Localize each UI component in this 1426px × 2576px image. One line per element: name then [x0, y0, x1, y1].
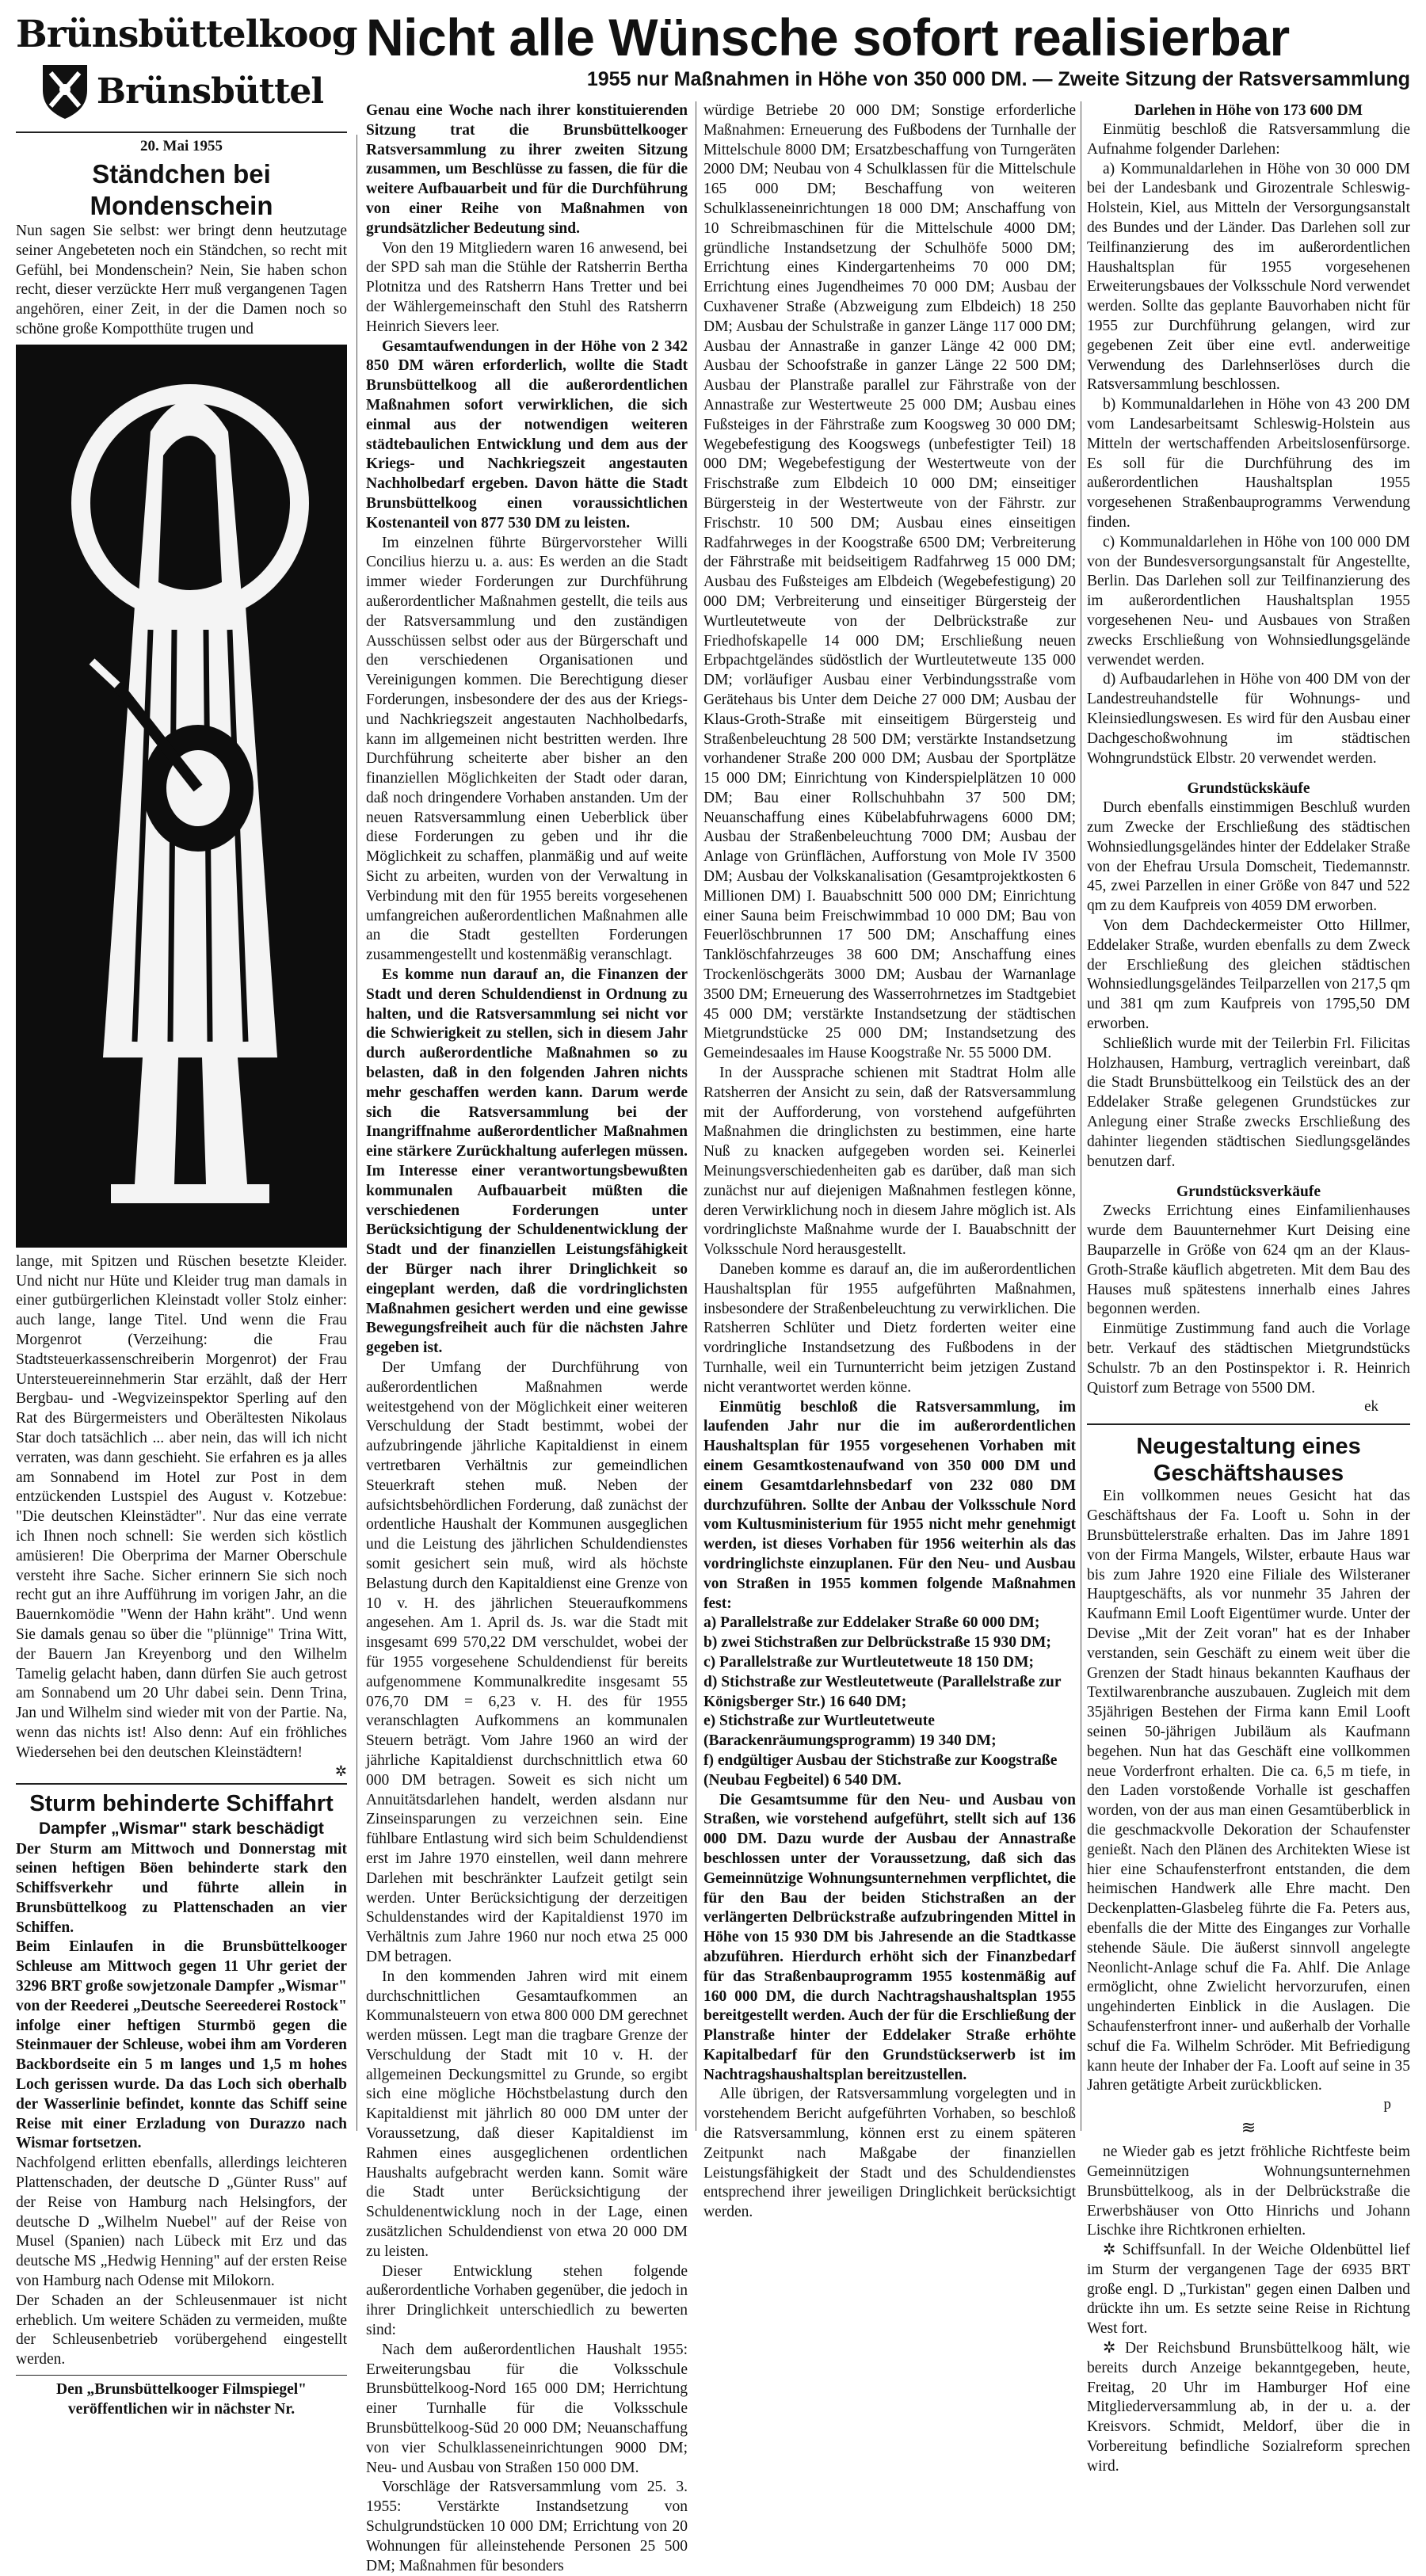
- lead-headline: Nicht alle Wünsche sofort realisierbar: [366, 8, 1290, 67]
- darlehen-headline: Darlehen in Höhe von 173 600 DM: [1134, 102, 1363, 119]
- darlehen-c: c) Kommunaldarlehen in Höhe von 100 000 DM von der Bundesversorgungsanstalt für Angestellte, Berlin. Das Darlehen soll zur Teilfinanzierung des im außerordentlichen Haushaltsplan 1955 vorgesehenen Neu- und Ausbaues von Straßen zwecks Erschließung von Wohnsiedlungsgelände verwendet werden.: [1087, 533, 1410, 669]
- staendchen-paragraph-2: lange, mit Spitzen und Rüschen besetzte Kleider. Und nicht nur Hüte und Kleider trug man damals in einer gutbürgerlichen Kleinstadt voller Stolz einher: auch lange, lange Titel. Und wenn die Frau Morgenrot (Verzeihung: die Frau Stadtsteuerkassenschreiberin Morgenrot) der Frau Untersteuereinnehmerin Star erzählt, daß der Herr Bergbau- und -Wegvizeinspektor Sperling auf den Rat des Bürgermeisters und Oberältesten Nikolaus Star doch tatsächlich ... aber nein, das will ich nicht verraten, was dann geschieht. Sie erfahren es ja alles am Sonnabend im Hotel zur Post in dem entzückenden Lustspiel des August v. Kotzebue: "Die deutschen Kleinstädter". Nur das eine verrate ich Ihnen noch schnell: Sie werden sich köstlich amüsieren! Die Oberprima der Marner Oberschule versteht ihre Sache. Sicher erinnern Sie sich noch recht gut an ihre Aufführung im vorigen Jahr, an die Bauernkomödie "Wenn der Hahn kräht". Und wenn Sie damals genau so über die "plünnige" Trina Witt, der Bauern Jan Kreyenborg und den Wilhelm Tamelig gelacht haben, dann dürfen Sie auch getrost am Sonnabend um 20 Uhr dabei sein. Denn Trina, Jan und Wilhelm sind wieder mit von der Partie. Na, wenn das nichts ist! Also denn: Auf ein fröhliches Wiedersehen bei den deutschen Kleinstädtern!: [16, 1252, 347, 1761]
- coat-of-arms-icon: [40, 62, 90, 120]
- sturm-subhead: Dampfer „Wismar" stark beschädigt: [39, 1819, 324, 1838]
- section-ornament-icon: ≋: [1241, 2118, 1256, 2139]
- lead-col1-bold2: Gesamtaufwendungen in der Höhe von 2 342 850 DM wären erforderlich, wollte die Stadt Brunsbüttelkoog all die außerordentlichen Maßnahmen sofort verwirklichen, die sich einmal aus der notwendigen weiteren städtebaulichen Entwicklung und dem aus der Kriegs- und Nachkriegszeit angestauten Nachholbedarf ergeben. Davon hätte die Stadt Brunsbüttelkoog einen voraussichtlichen Kostenanteil von 877 530 DM zu leisten.: [366, 337, 688, 532]
- lead-intro: Genau eine Woche nach ihrer konstituierenden Sitzung trat die Brunsbüttelkooger Ratsversammlung zu ihrer zweiten Sitzung zusammen, um Beschlüsse zu fassen, die für die weitere Aufbauarbeit und für die Durchführung von einer Reihe von Maßnahmen von grundsätzlicher Bedeutung sind.: [366, 102, 688, 237]
- staendchen-paragraph-1: Nun sagen Sie selbst: wer bringt denn heutzutage seiner Angebeteten noch ein Ständchen, so recht mit Gefühl, bei Mondenschein? Nein, Sie haben schon recht, dieser verzückte Herr muß vergangenen Tagen angehören, einer Zeit, in der die Damen noch so schöne große Kompotthüte trugen und: [16, 223, 347, 337]
- right-rule-1: [1087, 1423, 1410, 1425]
- sturm-paragraph-2: Beim Einlaufen in die Brunsbüttelkooger Schleuse am Mittwoch gegen 11 Uhr geriet der 3296 BRT große sowjetzonale Dampfer „Wismar" von der Reederei „Deutsche Seereederei Rostock" infolge einer heftigen Sturmbö gegen die Steinmauer der Schleuse, wobei ihm am Vorderen Backbordseite ein 5 m langes und 1,5 m hohes Loch gerissen wurde. Da das Loch sich oberhalb der Wasserlinie befindet, konnte das Schiff seine Reise mit einer Erzladung von Durazzo nach Wismar fortsetzen.: [16, 1938, 347, 2152]
- column-rule-1: [356, 135, 357, 2131]
- staendchen-headline: Ständchen bei Mondenschein: [90, 159, 273, 220]
- darlehen-a: a) Kommunaldarlehen in Höhe von 30 000 DM bei der Landesbank und Girozentrale Schleswig-Holstein, Kiel, aus Mitteln der Versorgungsanstalt des Bundes und der Länder. Das Darlehen soll zur Teilfinanzierung des im außerordentlichen Haushaltsplan für 1955 vorgesehenen Erweiterungsbaues der Volksschule Nord verwendet werden. Sollte das geplante Bauvorhaben nicht für 1955 zur Durchführung gelangen, wird zur gegebenen Zeit über eine evtl. anderweitige Verwendung des Darlehnserlöses durch die Ratsversammlung beschlossen.: [1087, 160, 1410, 394]
- lead-col2-p3: Daneben komme es darauf an, die im außerordentlichen Haushaltsplan für 1955 aufgeführten Maßnahmen, insbesondere der Straßenbeleuchtung zu verwirklichen. Die Ratsherren Schlüter und Dietz forderten weiter eine vordringliche Instandsetzung des Fußbodens in der Turnhalle, weil ein Turnunterricht beim jetzigen Zustand nicht verantwortet werden könne.: [703, 1261, 1076, 1396]
- serenade-woodcut-illustration: [16, 345, 347, 1248]
- verkaeufe-headline: Grundstücksverkäufe: [1176, 1183, 1321, 1201]
- section-divider-icon: ✲: [334, 1762, 347, 1780]
- sturm-bottom-rule: [16, 2375, 347, 2376]
- lead-col1-p1: Von den 19 Mitgliedern waren 16 anwesend, bei der SPD sah man die Stühle der Ratsherrin Bertha Plotnitza und des Ratsherrn Hans Tretter und bei der Wählergemeinschaft den Stuhl des Ratsherrn Heinrich Sievers leer.: [366, 239, 688, 335]
- lead-col1-p9: Vorschläge der Ratsversammlung vom 25. 3. 1955: Verstärkte Instandsetzung von Schulgrundstücken 10 000 DM; Errichtung von 20 Wohnungen für alleinstehende Personen 25 500 DM; Maßnahmen für besonders: [366, 2479, 688, 2574]
- note-ornament-icon: ✲: [1103, 2242, 1123, 2259]
- darlehen-b: b) Kommunaldarlehen in Höhe von 43 200 DM vom Landesarbeitsamt Schleswig-Holstein aus Mitteln der wertschaffenden Arbeitslosenfürsorge. Es soll für die Durchführung des im außerordentlichen Haushaltsplan 1955 vorgesehenen Straßenbauprogramms Verwendung finden.: [1087, 396, 1410, 531]
- sturm-paragraph-4: Der Schaden an der Schleusenmauer ist nicht erheblich. Um weitere Schäden zu vermeiden, mußte der Schleusenbetrieb vorübergehend eingestellt werden.: [16, 2292, 347, 2368]
- note-reichsbund-text: Der Reichsbund Brunsbüttelkoog hält, wie bereits durch Anzeige bekanntgegeben, heute, Freitag, 20 Uhr im Hamburger Hof eine Mitgliederversammlung ab, in der u. a. der Kreisvors. Schmidt, Meldorf, über die in Vorbereitung befindliche Sozialreform sprechen wird.: [1087, 2340, 1411, 2475]
- lead-col1-p5: Der Umfang der Durchführung von außerordentlichen Maßnahmen werde weitestgehend von der Möglichkeit einer weiteren Verschuldung der Stadt bestimmt, wobei der aufzubringende jährliche Kapitaldienst in einem vertretbaren Verhältnis zur gemeindlichen Steuerkraft stehen muß. Neben der aufsichtsbehördlichen Forderung, daß zunächst der ordentliche Haushalt der Kommunen ausgeglichen und die Leistung des jährlichen Schuldendienstes somit gesichert sein muß, wird als höchste Belastung durch den Kapitaldienst eine Grenze von 10 v. H. des jährlichen Steueraufkommens angesehen. Am 1. April ds. Js. war die Stadt mit insgesamt 699 570,22 DM verschuldet, wobei der für 1955 vorgesehene Schuldendienst für bereits aufgenommene Kommunalkredite insgesamt 55 076,70 DM = 6,23 v. H. des für 1955 veranschlagten Aufkommens an kommunalen Steuern beträgt. Vom Jahre 1960 an wird der jährliche Kapitaldienst durchschnittlich etwa 60 000 DM betragen. Soweit es sich nicht um Annuitätsdarlehen handelt, werden alsdann nur Zinseinsparungen zu verzeichnen sein. Eine fühlbare Entlastung wird sich beim Schuldendienst erst im Jahre 1970 einstellen, weil dann mehrere Darlehen mit beschränkter Laufzeit getilgt sein werden. Unter Berücksichtigung der derzeitigen Schuldenstandes wird der Kapitaldienst 1970 im Verhältnis zum Jahre 1960 nur noch etwa 25 000 DM betragen.: [366, 1359, 688, 1965]
- kaeufe-p2: Von dem Dachdeckermeister Otto Hillmer, Eddelaker Straße, wurden ebenfalls zu dem Zweck der Erschließung des gleichen städtischen Wohnsiedlungsgeländes Teilparzellen von 217,5 qm und 381 qm zum Kaufpreis von 1795,50 DM erworben.: [1087, 917, 1410, 1033]
- masthead: [16, 11, 357, 130]
- note-schiffsunfall: [1087, 2241, 1410, 2339]
- kaeufe-headline: Grundstückskäufe: [1187, 780, 1310, 798]
- lead-header: [366, 8, 1410, 97]
- lead-col1-p8: Nach dem außerordentlichen Haushalt 1955: Erweiterungsbau für die Volksschule Brunsbüttelkoog-Nord 165 000 DM; Herrichtung einer Turnhalle für die Volksschule Brunsbüttelkoog-Süd 20 000 DM; Neuanschaffung von vier Schulklasseneinrichtungen 9000 DM; Neu- und Ausbau von Straßen 150 000 DM.: [366, 2341, 688, 2476]
- darlehen-d: d) Aufbaudarlehen in Höhe von 400 DM von der Landestreuhandstelle für Wohnungs- und Kleinsiedlungswesen. Es wird für den Ausbau einer Dachgeschoßwohnung im städtischen Wohngrundstück Elbstr. 20 verwendet werden.: [1087, 671, 1410, 767]
- verkaeufe-p1: Zwecks Errichtung eines Einfamilienhauses wurde dem Bauunternehmer Kurt Deising eine Bauparzelle in Größe von 624 qm an der Klaus-Groth-Straße käuflich abgetreten. Mit dem Bau des Hauses muß spätestens innerhalb eines Jahres begonnen werden.: [1087, 1202, 1410, 1318]
- kaeufe-p1: Durch ebenfalls einstimmigen Beschluß wurden zum Zwecke der Erschließung des städtischen Wohnsiedlungsgeländes hinter der Eddelaker Straße von der Ehefrau Ursula Domscheit, Tiedemannstr. 45, zwei Parzellen in einer Größe von 847 und 522 qm zu dem Kaufpreis von 4059 DM erworben.: [1087, 799, 1410, 915]
- lead-col1-p6: In den kommenden Jahren wird mit einem durchschnittlichen Gesamtaufkommen an Kommunalsteuern von etwa 800 000 DM gerechnet werden müssen. Legt man die tragbare Grenze der Verschuldung der Stadt mit 10 v. H. der allgemeinen Deckungsmittel zu Grunde, so ergibt sich eine mögliche Höchstbelastung durch den Kapitaldienst mit jährlich 80 000 DM unter der Voraussetzung, daß dieser Kapitaldienst im Rahmen eines ausgeglichenen ordentlichen Haushalts aufgebracht werden kann. Somit wäre die Stadt unter Berücksichtigung der Schuldenentwicklung noch in der Lage, einen zusätzlichen Schuldendienst von etwa 20 000 DM zu leisten.: [366, 1968, 688, 2260]
- sturm-paragraph-3: Nachfolgend erlitten ebenfalls, allerdings leichteren Plattenschaden, der deutsche D „Günter Russ" auf der Reise von Hamburg nach Helsingfors, der deutsche D „Wilhelm Nuebel" auf der Reise von Musel (Spanien) nach Lübeck mit Erz und das deutsche MS „Hedwig Henning" auf der ersten Reise von Hamburg nach Odense mit Milokorn.: [16, 2155, 347, 2290]
- staendchen-column: [16, 135, 347, 2418]
- verkaeufe-signature: ek: [1364, 1398, 1378, 1416]
- staendchen-bottom-rule: [16, 1783, 347, 1785]
- right-column: [1087, 101, 1411, 2475]
- lead-col2-bold4: Einmütig beschloß die Ratsversammlung, im laufenden Jahr nur die im außerordentlichen Haushaltsplan für 1955 vorgesehenen Vorhaben mit einem Gesamtkostenaufwand von 350 000 DM und einem Gesamtdarlehnsbedarf von 232 080 DM durchzuführen. Sollte der Anbau der Volksschule Nord vom Kultusministerium für 1955 nicht mehr genehmigt werden, ist dieses Vorhaben für 1956 weiterhin als das vordringlichste einzuplanen. Für den Neu- und Ausbau von Straßen in 1955 kommen folgende Maßnahmen fest:: [703, 1398, 1076, 1612]
- masthead-rule: [16, 131, 347, 133]
- sturm-paragraph-1: Der Sturm am Mittwoch und Donnerstag mit seinen heftigen Böen behinderte stark den Schiffsverkehr und führte allein in Brunsbüttelkoog zu Plattenschaden an vier Schiffen.: [16, 1840, 347, 1936]
- looft-headline: Neugestaltung eines Geschäftshauses: [1136, 1434, 1361, 1487]
- verkaeufe-p2: Einmütige Zustimmung fand auch die Vorlage betr. Verkauf des städtischen Mietgrundstücks Schulstr. 7b an den Postinspektor i. R. Heinrich Quistorf zum Betrage von 5500 DM.: [1087, 1320, 1410, 1397]
- lead-col1-p7: Dieser Entwicklung stehen folgende außerordentliche Vorhaben gegenüber, die jedoch in ihrer Dringlichkeit unterschiedlich zu bewerten sind:: [366, 2262, 688, 2339]
- looft-p1: Ein vollkommen neues Gesicht hat das Geschäftshaus der Fa. Looft u. Sohn in der Brunsbüttelerstraße erhalten. Das im Jahre 1891 von der Firma Mangels, Wilster, erbaute Haus war bis zum Jahre 1920 eine Filiale des Wilsteraner Hauptgeschäfts, als vor nunmehr 35 Jahren der Kaufmann Emil Looft Eigentümer wurde. Unter der Devise „Mit der Zeit voran" hat es der Inhaber verstanden, sein Geschäft zu einem weit über die Grenzen der Stadt hinaus bekannten Kaufhaus der Textilwarenbranche auszubauen. Zugleich mit dem 35jährigen Bestehen der Firma kann Emil Looft seinen 50-jährigen Jubiläum als Kaufmann begehen. Nun hat das Geschäft eine vollkommen neue Vorderfront erhalten. Die ca. 6,5 m tiefe, in den Laden vorstoßende Vorhalle ist geschaffen worden, von der aus man einen Gesamtüberblick in die geschmackvolle Dekoration der Schaufenster genießt. Nach den Plänen des Architekten Wiese ist hier eine Schaufensterfront entstanden, die dem heimischen Handwerk alle Ehre macht. Den Deckenplatten-Glasbeleg führte die Fa. Peters aus, ebenfalls die der Mitte des Einganges zur Vorhalle stehende Säule. Die äußerst sinnvoll angelegte Neonlicht-Anlage schuf die Fa. Ahlf. Die Anlage ermöglicht, ohne Zwielicht hervorzurufen, einen ungehinderten Einblick in die Auslagen. Die Schaufensterfront inner- und außerhalb der Vorhalle schuf die Fa. Wilhelm Schröder. Mit Befriedigung kann heute der Inhaber der Fa. Looft auf seine in 35 Jahren getätigte Arbeit zurückblicken.: [1087, 1488, 1410, 2094]
- lead-col2-p6: Alle übrigen, der Ratsversammlung vorgelegten und in vorstehendem Bericht aufgeführten Vorhaben, so beschloß die Ratsversammlung, können erst zu einem späteren Zeitpunkt nach Maßgabe der finanziellen Leistungsfähigkeit der Stadt und des Schuldendienstes entsprechend ihrer jeweiligen Dringlichkeit berücksichtigt werden.: [703, 2086, 1076, 2221]
- masthead-line2: Brünsbüttel: [96, 70, 324, 112]
- sturm-headline: Sturm behinderte Schiffahrt: [29, 1790, 334, 1816]
- darlehen-p1: Einmütig beschloß die Ratsversammlung die Aufnahme folgender Darlehen:: [1087, 121, 1410, 158]
- lead-subhead: 1955 nur Maßnahmen in Höhe von 350 000 DM. — Zweite Sitzung der Ratsversammlung: [586, 68, 1410, 90]
- lead-col1-p3: Im einzelnen führte Bürgervorsteher Willi Concilius hierzu u. a. aus: Es werden an die Stadt immer wieder Forderungen zur Durchführung außerordentlicher Maßnahmen gestellt, die teils aus der Ratsversammlung und den zuständigen Ausschüssen selbst oder aus der Bürgerschaft und den verschiedenen Organisationen und Vereinigungen kommen. Die Berechtigung dieser Forderungen, insbesondere der des aus der Kriegs- und Nachkriegszeit angestauten Nachholbedarfs, kann im allgemeinen nicht bestritten werden. Ihre Durchführung scheiterte aber bisher an den finanziellen Möglichkeiten der Stadt oder daran, daß noch dringendere Vorhaben anstanden. Um der neuen Ratsversammlung einen Ueberblick über diese Forderungen zu geben und ihr die Möglichkeit zu schaffen, planmäßig und auf weite Sicht zu arbeiten, wurden von der Verwaltung in Verbindung mit den für 1955 bereits vorgesehenen umfangreichen außerordentlichen Maßnahmen alle an die Stadt gestellten Forderungen zusammengestellt und kostenmäßig veranschlagt.: [366, 534, 688, 964]
- note-reichsbund: [1087, 2339, 1410, 2477]
- lead-col2-p1: würdige Betriebe 20 000 DM; Sonstige erforderliche Maßnahmen: Erneuerung des Fußbodens der Turnhalle der Mittelschule 8000 DM; Ersatzbeschaffung von Turngeräten 2000 DM; Neubau von 4 Schulklassen für die Mittelschule 165 000 DM; Beschaffung von weiteren Schulklasseneinrichtungen 18 000 DM; Anschaffung von 10 Schreibmaschinen für die Mittelschule 4000 DM; gründliche Instandsetzung der Schulhöfe 5000 DM; Errichtung eines Kindergartenheims 70 000 DM; Errichtung eines Jugendheimes 70 000 DM; Ausbau der Cuxhavener Straße (Abzweigung zum Elbdeich) 18 250 DM; Ausbau der Schulstraße in ganzer Länge 117 000 DM; Ausbau der Annastraße in ganzer Länge 42 000 DM; Ausbau der Schoofstraße in ganzer Länge 22 500 DM; Ausbau der Planstraße parallel zur Fährstraße von der Annastraße zur Westertweute 25 000 DM; Ausbau eines Fußsteiges in der Fährstraße zum Koogsweg 30 000 DM; Wegebefestigung des Koogswegs (unbefestigter Teil) 18 000 DM; Wegebefestigung der Westertweute von der Frischstraße zum Elbdeich 10 000 DM; einseitiger Bürgersteig in der Westertweute von der Fährstr. zur Frischstr. 10 500 DM; Ausbau eines einseitigen Radfahrweges in der Koogstraße 6500 DM; Verbreiterung der Fährstraße mit beidseitigem Radfahrweg 15 000 DM; Ausbau des Fußsteiges am Elbdeich (Wegebefestigung) 20 000 DM; Verbreiterung und einseitiger Bürgersteig der Wurtleutetweute von der Delbrückstraße zur Friedhofskapelle 14 000 DM; Erschließung neuen Erbpachtgeländes südöstlich der Wurtleutetweute 135 000 DM; vorläufiger Ausbau einer Verbindungsstraße vom Gerätehaus bis Unter dem Deiche 27 000 DM; Ausbau der Klaus-Groth-Straße mit einseitigem Bürgersteig und Straßenbeleuchtung 28 500 DM; verstärkte Instandsetzung vorhandener Straße 200 000 DM; Ausbau der Sportplätze 15 000 DM; Einrichtung von Kinderspielplätzen 10 000 DM; Bau einer Rollschuhbahn 37 500 DM; Neuanschaffung eines Kübelabfuhrwagens 6000 DM; Ausbau der Straßenbeleuchtung 7000 DM; Ausbau der Anlage von Grünflächen, Aufforstung von Mole IV 3500 DM; Ausbau der Volkskanalisation (Gesamtprojektkosten 6 Millionen DM) I. Bauabschnitt 500 000 DM; Einrichtung einer Sauna beim Freischwimmbad 10 000 DM; Bau von Feuerlöschbrunnen 17 500 DM; Anschaffung eines Tanklöschfahrzeuges 38 600 DM; Anschaffung eines Trockenlöschgeräts 3000 DM; Ausbau der Warnanlage 3500 DM; Erneuerung des Wasserrohrnetzes im Stadtgebiet 45 000 DM; verstärkte Instandsetzung der städtischen Mietgrundstücke 25 000 DM; Instandsetzung des Gemeindesaales im Hause Koogstraße Nr. 55 5000 DM.: [703, 102, 1076, 1062]
- kaeufe-p3: Schließlich wurde mit der Teilerbin Frl. Filicitas Holzhausen, Hamburg, vertraglich vereinbart, daß die Stadt Brunsbüttelkoog ein Teilstück des an der Eddelaker Straße gelegenen Grundstückes zur Anlegung einer Straße zwecks Erschließung des dahinter liegenden städtischen Siedlungsgeländes benutzen darf.: [1087, 1035, 1410, 1170]
- filmspiegel-note: Den „Brunsbüttelkooger Filmspiegel" veröffentlichen wir in nächster Nr.: [56, 2381, 307, 2418]
- lead-col2-p2: In der Aussprache schienen mit Stadtrat Holm alle Ratsherren der Ansicht zu sein, daß der Ratsversammlung mit der Aufforderung, von vorstehend aufgeführten Maßnahmen die dringlichsten zu bestimmen, eine harte Nuß zu knacken aufgegeben worden sei. Keinerlei Meinungsverschiedenheiten gab es darüber, daß man sich zunächst nur auf diejenigen Maßnahmen festlegen könne, deren Verwirklichung noch in diesem Jahre möglich ist. Als vordringlichste Maßnahme wurde der I. Bauabschnitt der Volksschule Nord herausgestellt.: [703, 1065, 1076, 1259]
- note-ornament-icon: ✲: [1103, 2340, 1125, 2357]
- note-richtfeste: ne Wieder gab es jetzt fröhliche Richtfeste beim Gemeinnützigen Wohnungsunternehmen Brunsbüttelkoog, als in der Delbrückstraße die Erwerbshäuser von Otto Hinrichs und Johann Lischke ihre Richtkronen erhielten.: [1087, 2143, 1410, 2239]
- lead-column-1: [366, 101, 688, 2574]
- issue-date: 20. Mai 1955: [140, 138, 223, 154]
- looft-signature: p: [1383, 2096, 1391, 2113]
- note-schiffsunfall-text: Schiffsunfall. In der Weiche Oldenbüttel lief im Sturm der vergangenen Tage der 6935 BRT große engl. D „Turkistan" gegen einen Dalben und drückte ihn um. Es setzte seine Reise in Richtung West fort.: [1087, 2242, 1410, 2338]
- lead-col2-bold5: Die Gesamtsumme für den Neu- und Ausbau von Straßen, wie vorstehend aufgeführt, stellt sich auf 136 000 DM. Dazu wurde der Ausbau der Annastraße beschlossen unter der Voraussetzung, daß sich das Gemeinnützige Wohnungsunternehmen verpflichtet, die für den Bau der beiden Stichstraßen an der verlängerten Delbrückstraße aufzubringenden Mittel in Höhe von 15 930 DM bis Jahresende an die Stadtkasse abzuführen. Hierdurch erhöht sich der Finanzbedarf für das Straßenbauprogramm 1955 kostenmäßig auf 160 000 DM, die durch Nachtragshaushaltsplan 1955 bereitgestellt werden. Auch der für die Erschließung der Planstraße hinter der Eddelaker Straße erhöhte Kapitalbedarf für den Grundstückserwerb ist im Nachtragshaushaltsplan bereitzustellen.: [703, 1791, 1076, 2083]
- lead-col1-bold4: Es komme nun darauf an, die Finanzen der Stadt und deren Schuldendienst in Ordnung zu halten, und die Ratsversammlung sei nicht vor die Schwierigkeit zu stellen, sich in diesem Jahr durch außerordentliche Maßnahmen so zu belasten, daß in den folgenden Jahren nichts mehr geschaffen werden kann. Darum werde sich die Ratsversammlung bei der Inangriffnahme außerordentlicher Maßnahmen eine stärkere Zurückhaltung auferlegen müssen. Im Interesse einer verantwortungsbewußten kommunalen Aufbauarbeit müßten die verschiedenen Forderungen unter Berücksichtigung der Schuldenentwicklung der Stadt und der finanziellen Leistungsfähigkeit der Bürger nach ihrer Dringlichkeit so eingeplant werden, daß die vordringlichsten Maßnahmen gesichert werden und eine gewisse Bewegungsfreiheit auch für die nächsten Jahre gegeben ist.: [366, 966, 688, 1357]
- lead-column-2: [703, 101, 1076, 2221]
- masthead-line1: Brünsbüttelkoog: [16, 13, 357, 56]
- street-list: a) Parallelstraße zur Eddelaker Straße 60 000 DM; b) zwei Stichstraßen zur Delbrückstraße 15 930 DM; c) Parallelstraße zur Wurtleutetweute 18 150 DM; d) Stichstraße zur Westleutetweute (Parallelstraße zur Königsberger Str.) 16 640 DM; e) Stichstraße zur Wurtleutetweute (Barackenräumungsprogramm) 19 340 DM; f) endgültiger Ausbau der Stichstraße zur Koogstraße (Neubau Fegbeitel) 6 540 DM.: [703, 1614, 1062, 1789]
